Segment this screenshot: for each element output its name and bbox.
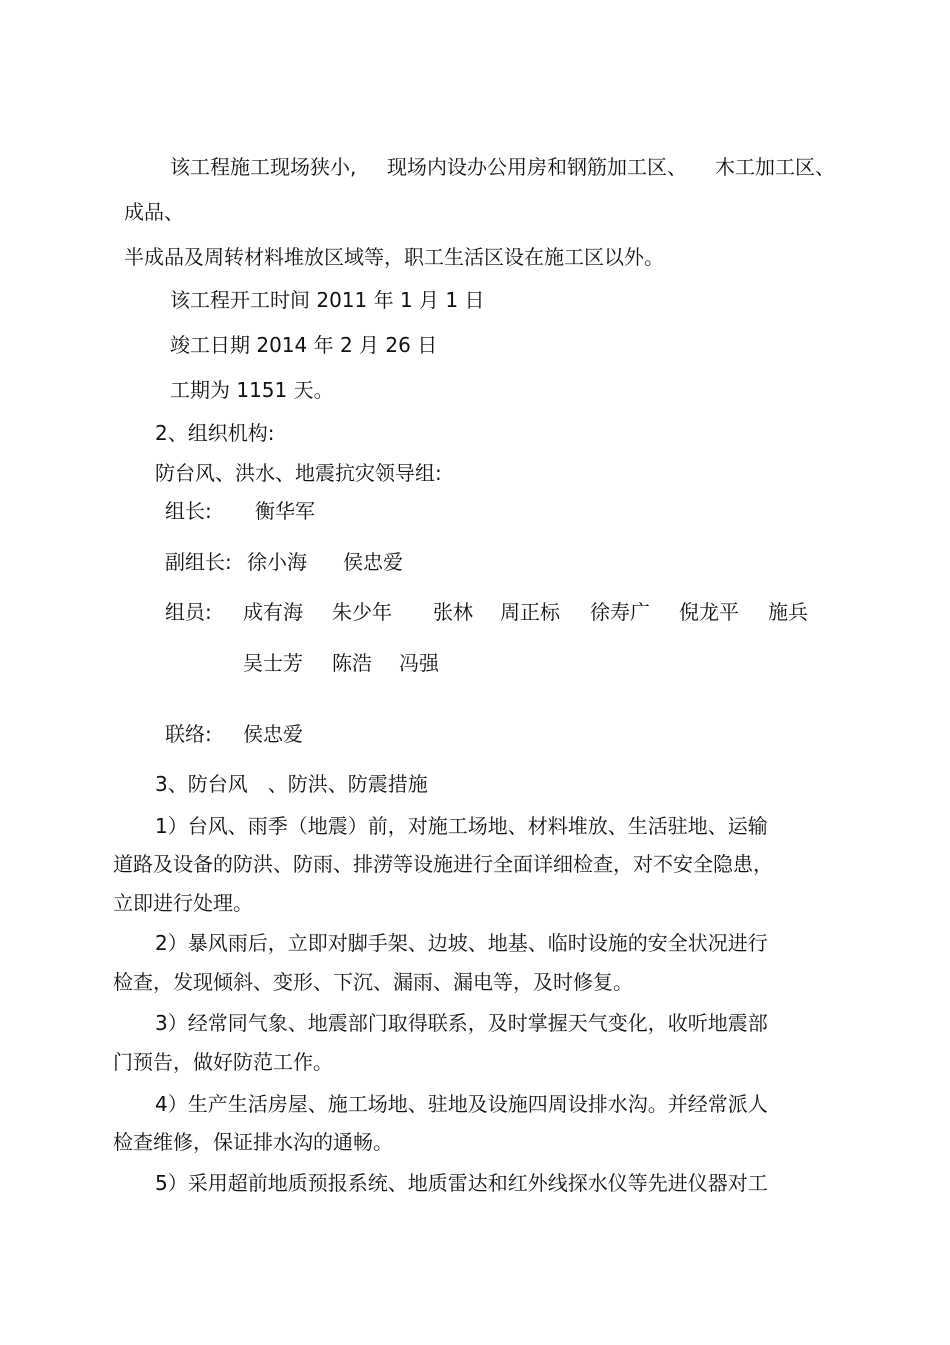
member-name: 成有海	[243, 600, 303, 624]
contact-name: 侯忠爱	[243, 722, 303, 746]
measure-3-line-2: 门预告，做好防范工作。	[113, 1050, 333, 1074]
section-3-heading: 3、防台风 、防洪、防震措施	[155, 772, 428, 796]
end-date: 竣工日期 2014 年 2 月 26 日	[170, 333, 438, 357]
intro-text-1c: 木工加工区、	[715, 155, 835, 179]
measure-5-line-1: 5）采用超前地质预报系统、地质雷达和红外线探水仪等先进仪器对工	[155, 1171, 768, 1195]
group-title: 防台风、洪水、地震抗灾领导组:	[155, 461, 442, 485]
leader-name: 衡华军	[255, 499, 315, 523]
measure-4-line-2: 检查维修，保证排水沟的通畅。	[113, 1130, 393, 1154]
deputy-name: 徐小海	[247, 550, 307, 574]
member-name: 施兵	[768, 600, 808, 624]
intro-text-1e: 半成品及周转材料堆放区域等，职工生活区设在施工区以外。	[124, 245, 664, 269]
member-name: 倪龙平	[679, 600, 739, 624]
member-name: 冯强	[399, 651, 439, 675]
start-date: 该工程开工时间 2011 年 1 月 1 日	[170, 288, 485, 312]
measure-1-line-3: 立即进行处理。	[113, 891, 253, 915]
member-name: 徐寿广	[590, 600, 650, 624]
member-name: 张林	[433, 600, 473, 624]
measure-2-line-1: 2）暴风雨后，立即对脚手架、边坡、地基、临时设施的安全状况进行	[155, 931, 768, 955]
section-2-heading: 2、组织机构:	[155, 421, 275, 445]
measure-1-line-1: 1）台风、雨季（地震）前，对施工场地、材料堆放、生活驻地、运输	[155, 814, 768, 838]
intro-text-1b: 现场内设办公用房和钢筋加工区、	[387, 155, 687, 179]
member-name: 吴士芳	[243, 651, 303, 675]
deputy-label: 副组长:	[165, 550, 232, 574]
contact-label: 联络:	[165, 722, 212, 746]
members-label: 组员:	[165, 600, 212, 624]
measure-3-line-1: 3）经常同气象、地震部门取得联系，及时掌握天气变化，收听地震部	[155, 1011, 768, 1035]
member-name: 周正标	[500, 600, 560, 624]
duration: 工期为 1151 天。	[170, 378, 334, 402]
intro-text-1d: 成品、	[124, 200, 184, 224]
intro-text-1a: 该工程施工现场狭小,	[170, 155, 357, 179]
measure-2-line-2: 检查，发现倾斜、变形、下沉、漏雨、漏电等，及时修复。	[113, 970, 633, 994]
member-name: 陈浩	[332, 651, 372, 675]
measure-1-line-2: 道路及设备的防洪、防雨、排涝等设施进行全面详细检查，对不安全隐患，	[113, 852, 773, 876]
leader-label: 组长:	[165, 499, 212, 523]
measure-4-line-1: 4）生产生活房屋、施工场地、驻地及设施四周设排水沟。并经常派人	[155, 1092, 768, 1116]
deputy-name: 侯忠爱	[343, 550, 403, 574]
member-name: 朱少年	[332, 600, 392, 624]
